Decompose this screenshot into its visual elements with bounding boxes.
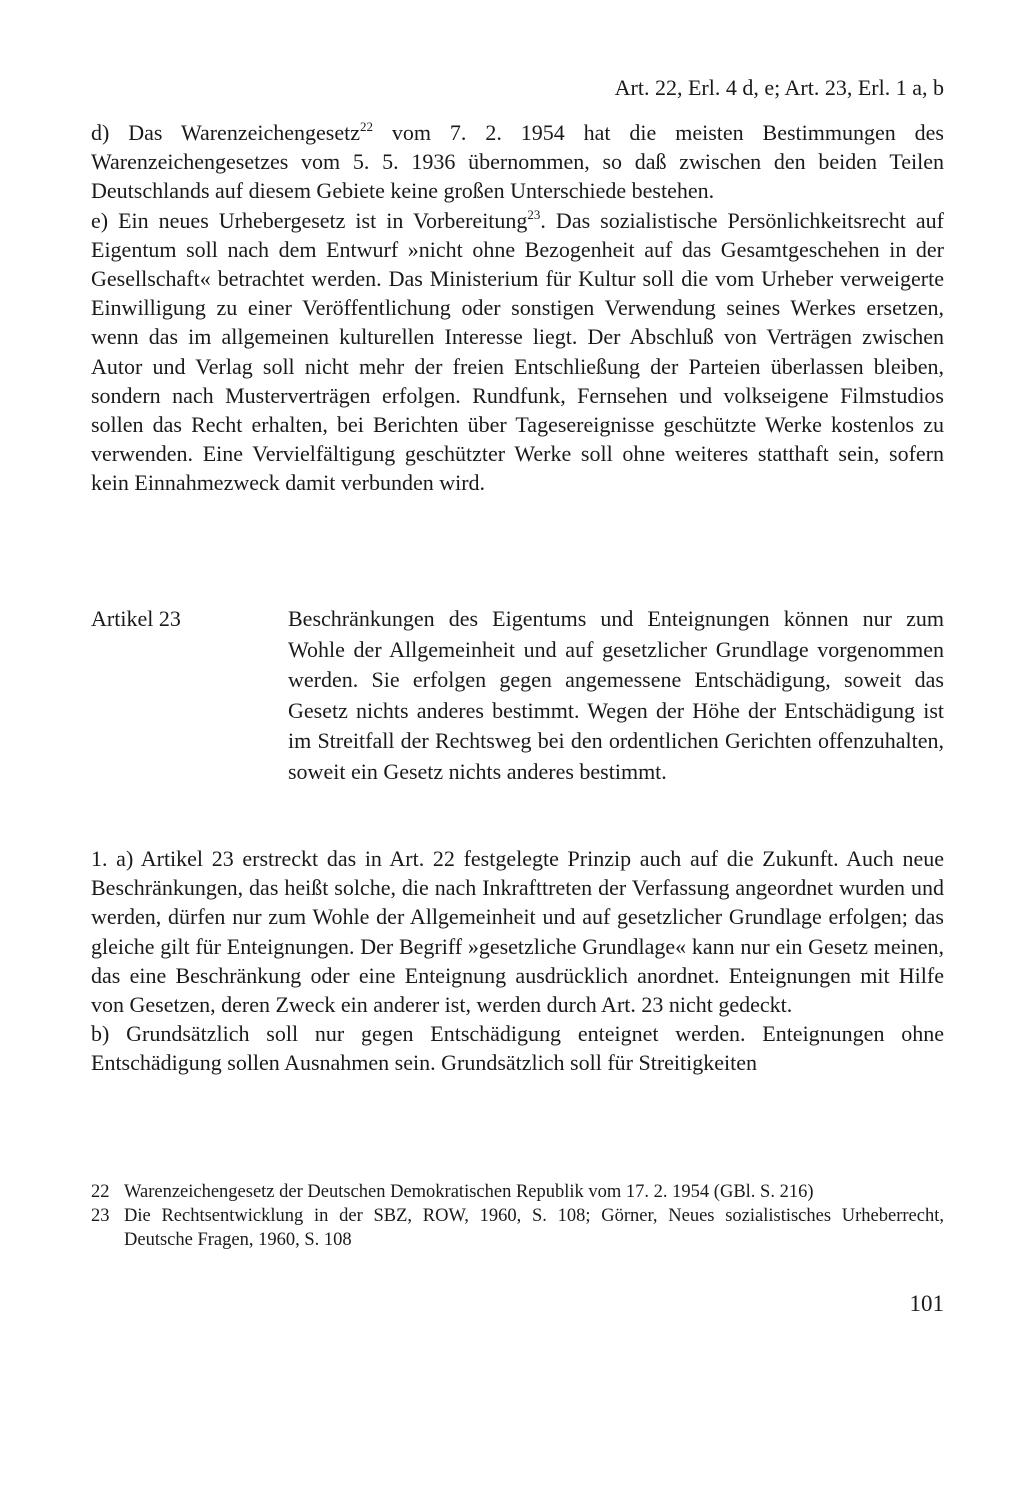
footnotes — [91, 1180, 944, 1252]
footnote-23 — [91, 1204, 944, 1252]
paragraph-d — [91, 118, 944, 206]
footnote-number: 22 — [91, 1182, 110, 1202]
paragraph-1a: 1. a) Artikel 23 erstreckt das in Art. 22 festgelegte Prinzip auch auf die Zukunft. Auch neue Beschränkungen, das heißt solche, die nach Inkrafttreten der Verfassung angeordnet wurden und werden, dürfen nur zum Wohle der Allgemeinheit und auf gesetzlicher Grundlage erfolgen; das gleiche gilt für Enteignungen. Der Begriff »gesetzliche Grundlage« kann nur ein Gesetz meinen, das eine Beschränkung oder eine Enteignung ausdrücklich anordnet. Enteignungen mit Hilfe von Gesetzen, deren Zweck ein anderer ist, werden durch Art. 23 nicht gedeckt. — [91, 846, 944, 1018]
commentary-section-article-23 — [91, 844, 944, 1078]
article-label: Artikel 23 — [91, 606, 181, 631]
commentary-section-article-22 — [91, 118, 944, 498]
paragraph-d-text-start: d) Das Warenzeichengesetz — [91, 120, 360, 145]
article-text: Beschränkungen des Eigentums und Enteignungen können nur zum Wohle der Allgemeinheit und auf gesetzlicher Grundlage vorgenommen werden. Sie erfolgen gegen angemessene Entschädigung, soweit das Gesetz nichts anderes bestimmt. Wegen der Höhe der Entschädigung ist im Streitfall der Rechtsweg bei den ordentlichen Gerichten offenzuhalten, soweit ein Gesetz nichts anderes bestimmt. — [288, 606, 944, 784]
paragraph-e-text-end: . Das sozialistische Persönlichkeitsrecht auf Eigentum soll nach dem Entwurf »nicht ohne Bezogenheit auf das Gesamtgeschehen in der Gesellschaft« betrachtet werden. Das Ministerium für Kultur soll die vom Urheber verweigerte Einwilligung zu einer Veröffentlichung oder sonstigen Verwendung seines Werkes ersetzen, wenn das im allgemeinen kulturellen Interesse liegt. Der Abschluß von Verträgen zwischen Autor und Verlag soll nicht mehr der freien Entschließung der Parteien überlassen bleiben, sondern nach Musterverträgen erfolgen. Rundfunk, Fernsehen und volkseigene Filmstudios sollen das Recht erhalten, bei Berichten über Tagesereignisse geschützte Werke kostenlos zu verwenden. Eine Vervielfältigung geschützter Werke soll ohne weiteres statthaft sein, sofern kein Einnahmezweck damit verbunden wird. — [91, 207, 944, 496]
footnote-ref-23[interactable]: 23 — [527, 206, 541, 222]
page-number: 101 — [909, 1291, 944, 1316]
paragraph-e — [91, 206, 944, 498]
footnote-22 — [91, 1180, 944, 1204]
running-header: Art. 22, Erl. 4 d, e; Art. 23, Erl. 1 a, b — [614, 75, 944, 100]
paragraph-d-text-end: vom 7. 2. 1954 hat die meisten Bestimmungen des Warenzeichengesetzes vom 5. 5. 1936 übernommen, so daß zwischen den beiden Teilen Deutschlands auf diesem Gebiete keine großen Unterschiede bestehen. — [91, 120, 944, 204]
footnote-number: 23 — [91, 1206, 110, 1226]
paragraph-e-text-start: e) Ein neues Urhebergesetz ist in Vorbereitung — [91, 207, 528, 233]
paragraph-1b: b) Grundsätzlich soll nur gegen Entschädigung enteignet werden. Enteignungen ohne Entschädigung sollen Ausnahmen sein. Grundsätzlich soll für Streitigkeiten — [91, 1021, 944, 1076]
footnote-ref-22[interactable]: 22 — [359, 119, 373, 134]
footnote-text: Die Rechtsentwicklung in der SBZ, ROW, 1960, S. 108; Görner, Neues sozialistisches Urheberrecht, Deutsche Fragen, 1960, S. 108 — [124, 1206, 944, 1250]
footnote-text: Warenzeichengesetz der Deutschen Demokratischen Republik vom 17. 2. 1954 (GBl. S. 216) — [124, 1182, 814, 1202]
